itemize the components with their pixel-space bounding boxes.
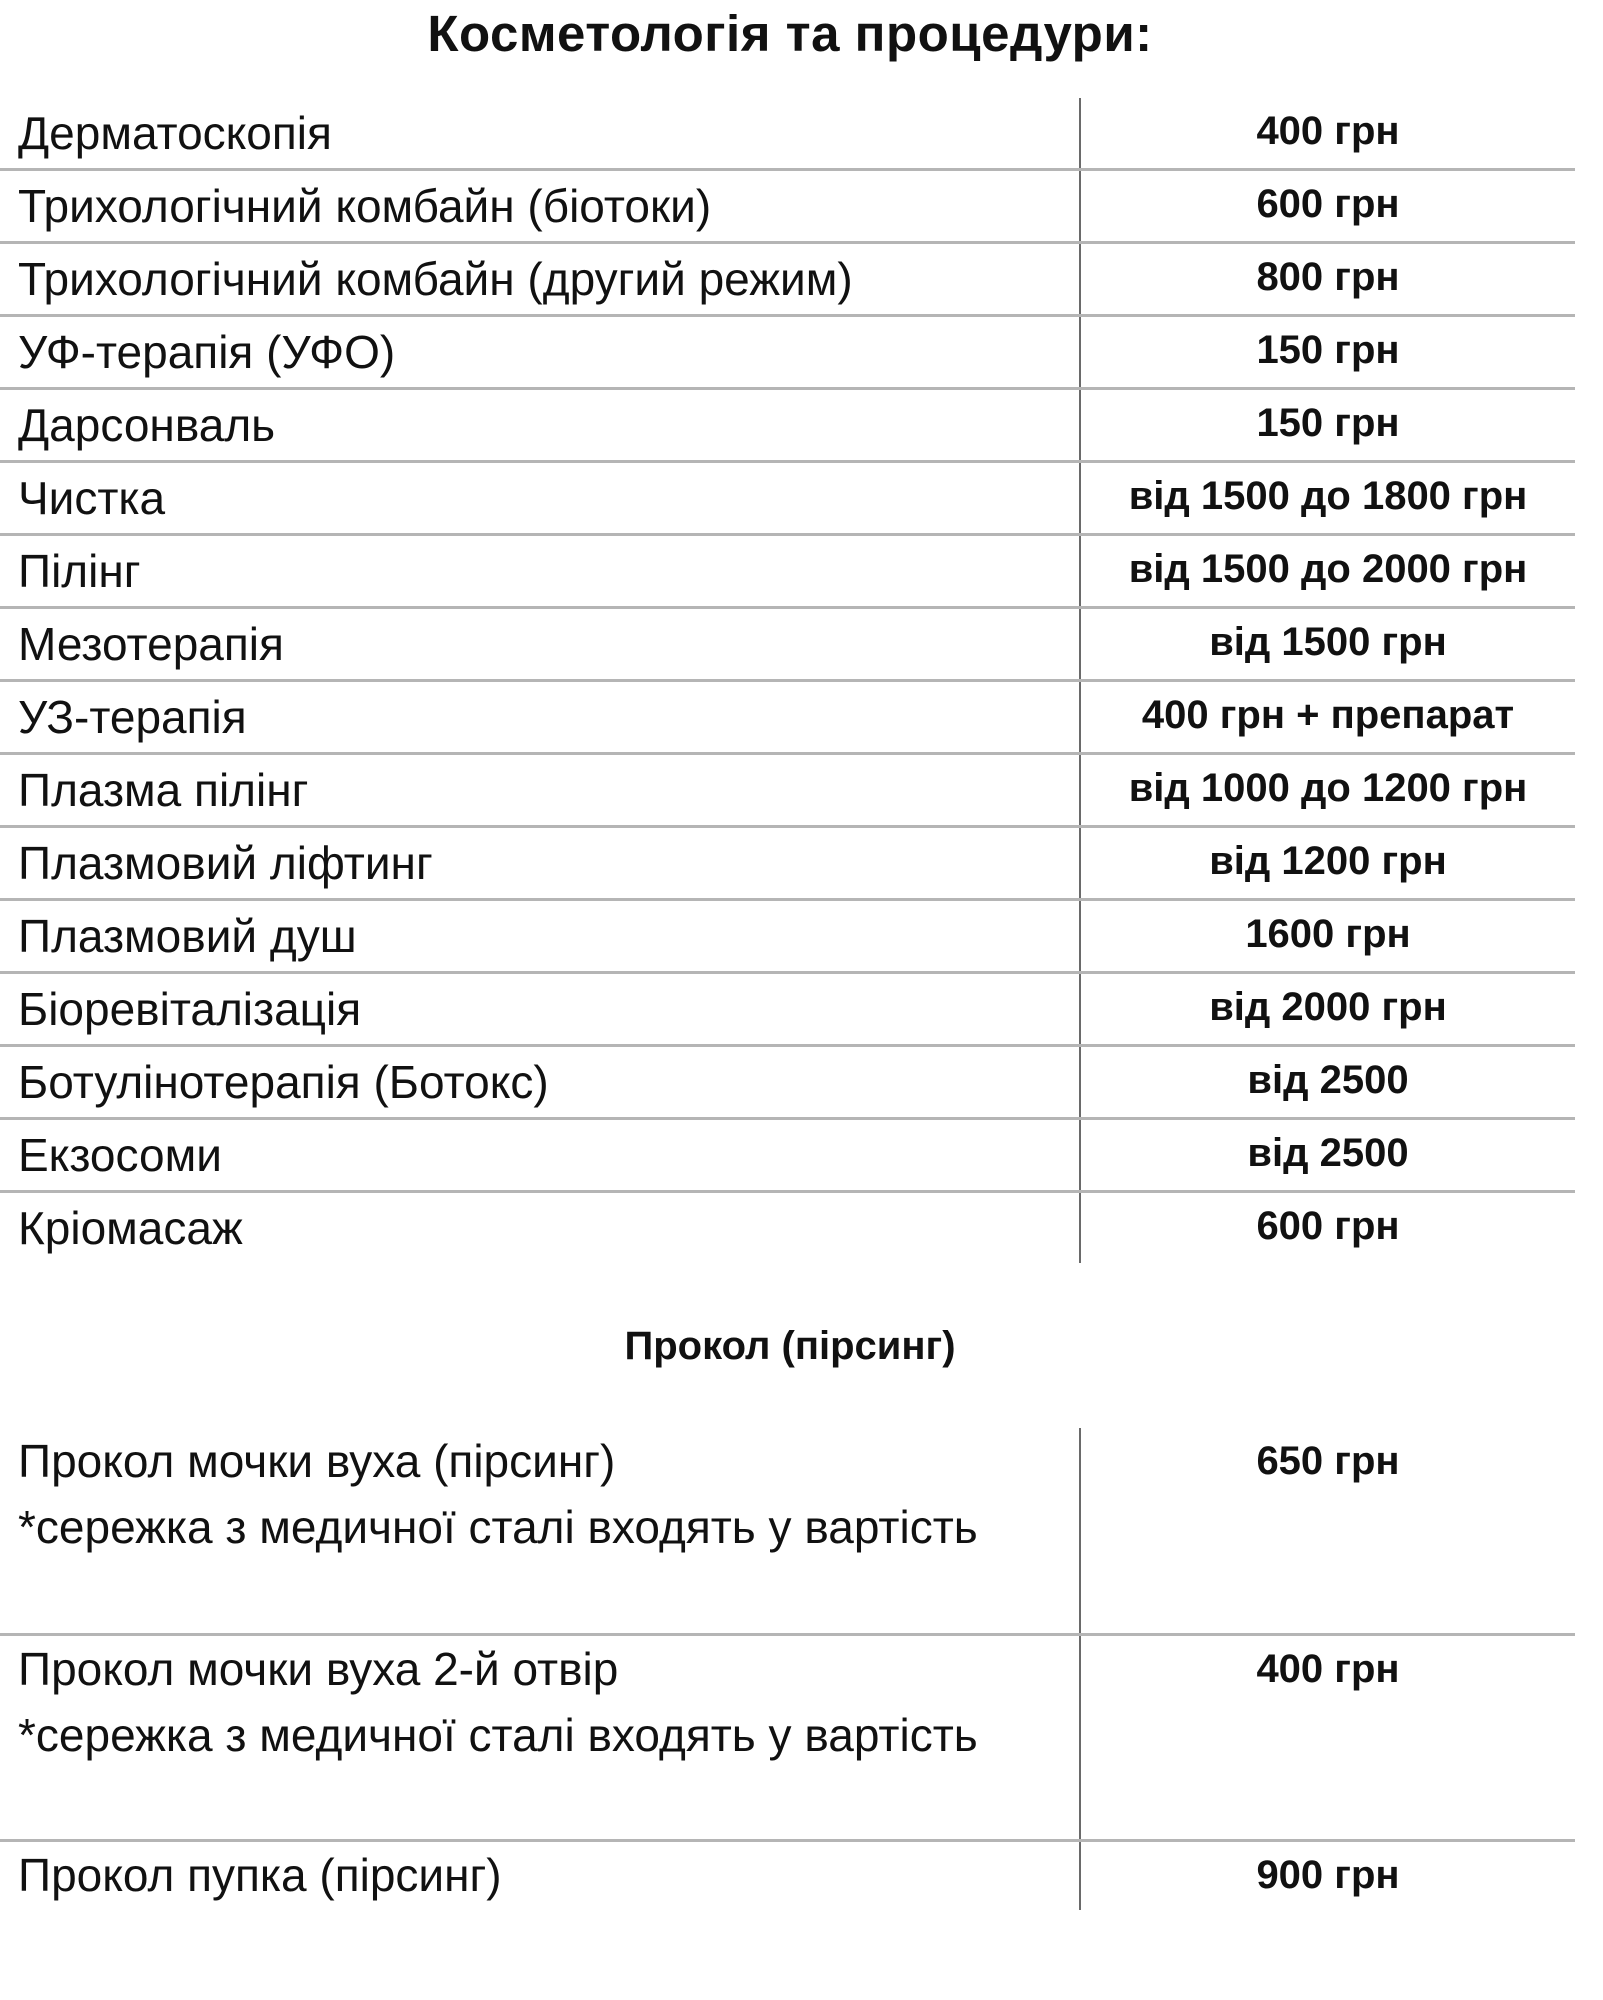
service-cell <box>0 1428 1080 1634</box>
table-row <box>0 608 1575 681</box>
table-row <box>0 973 1575 1046</box>
table-row <box>0 681 1575 754</box>
table-row <box>0 243 1575 316</box>
service-name: Плазма пілінг <box>0 754 1080 827</box>
service-price: від 2500 <box>1080 1046 1575 1119</box>
cosmetology-price-table <box>0 98 1575 1263</box>
service-name: УФ-терапія (УФО) <box>0 316 1080 389</box>
table-row <box>0 1192 1575 1264</box>
table-row <box>0 1840 1575 1910</box>
service-price: від 1200 грн <box>1080 827 1575 900</box>
service-price: 400 грн <box>1080 1634 1575 1840</box>
service-name: Плазмовий душ <box>0 900 1080 973</box>
table-row <box>0 98 1575 170</box>
service-name: УЗ-терапія <box>0 681 1080 754</box>
service-name: Прокол мочки вуха (пірсинг) <box>18 1435 616 1487</box>
service-name: Кріомасаж <box>0 1192 1080 1264</box>
service-price: 650 грн <box>1256 1439 1400 1483</box>
service-price: 400 грн + препарат <box>1080 681 1575 754</box>
service-name: Біоревіталізація <box>0 973 1080 1046</box>
service-name: Плазмовий ліфтинг <box>0 827 1080 900</box>
table-row <box>0 316 1575 389</box>
service-price: від 1000 до 1200 грн <box>1080 754 1575 827</box>
table-row <box>0 1634 1575 1840</box>
service-price: від 2500 <box>1080 1119 1575 1192</box>
table-row <box>0 754 1575 827</box>
table-row <box>0 900 1575 973</box>
service-price: від 1500 до 2000 грн <box>1080 535 1575 608</box>
service-cell <box>0 1840 1080 1910</box>
service-name: Трихологічний комбайн (біотоки) <box>0 170 1080 243</box>
service-price: 600 грн <box>1080 170 1575 243</box>
service-price: від 1500 грн <box>1080 608 1575 681</box>
service-price: від 2000 грн <box>1080 973 1575 1046</box>
service-price: 400 грн <box>1256 109 1400 153</box>
service-price: 1600 грн <box>1080 900 1575 973</box>
service-name: Ботулінотерапія (Ботокс) <box>0 1046 1080 1119</box>
service-price: 600 грн <box>1080 1192 1575 1264</box>
service-name: Прокол пупка (пірсинг) <box>18 1848 502 1901</box>
service-name: Прокол мочки вуха 2-й отвір <box>18 1642 619 1695</box>
table-row <box>0 170 1575 243</box>
service-note: *сережка з медичної сталі входять у вартість <box>18 1708 978 1761</box>
table-row <box>0 1428 1575 1634</box>
service-name: Трихологічний комбайн (другий режим) <box>0 243 1080 316</box>
service-cell <box>0 1634 1080 1840</box>
service-price: 150 грн <box>1080 389 1575 462</box>
service-name: Екзосоми <box>0 1119 1080 1192</box>
table-row <box>0 389 1575 462</box>
table-row <box>0 827 1575 900</box>
service-name: Дерматоскопія <box>0 98 1080 170</box>
piercing-title: Прокол (пірсинг) <box>624 1324 956 1368</box>
service-name: Чистка <box>0 462 1080 535</box>
service-price: від 1500 до 1800 грн <box>1080 462 1575 535</box>
service-note: *сережка з медичної сталі входять у вартість <box>18 1501 978 1553</box>
table-row <box>0 1046 1575 1119</box>
service-price: 150 грн <box>1080 316 1575 389</box>
service-name: Мезотерапія <box>0 608 1080 681</box>
service-name: Пілінг <box>0 535 1080 608</box>
service-price: 900 грн <box>1080 1840 1575 1910</box>
service-price: 800 грн <box>1080 243 1575 316</box>
table-row <box>0 462 1575 535</box>
table-row <box>0 1119 1575 1192</box>
cosmetology-title: Косметологія та процедури: <box>427 5 1153 62</box>
piercing-price-table <box>0 1428 1575 1910</box>
table-row <box>0 535 1575 608</box>
service-name: Дарсонваль <box>0 389 1080 462</box>
